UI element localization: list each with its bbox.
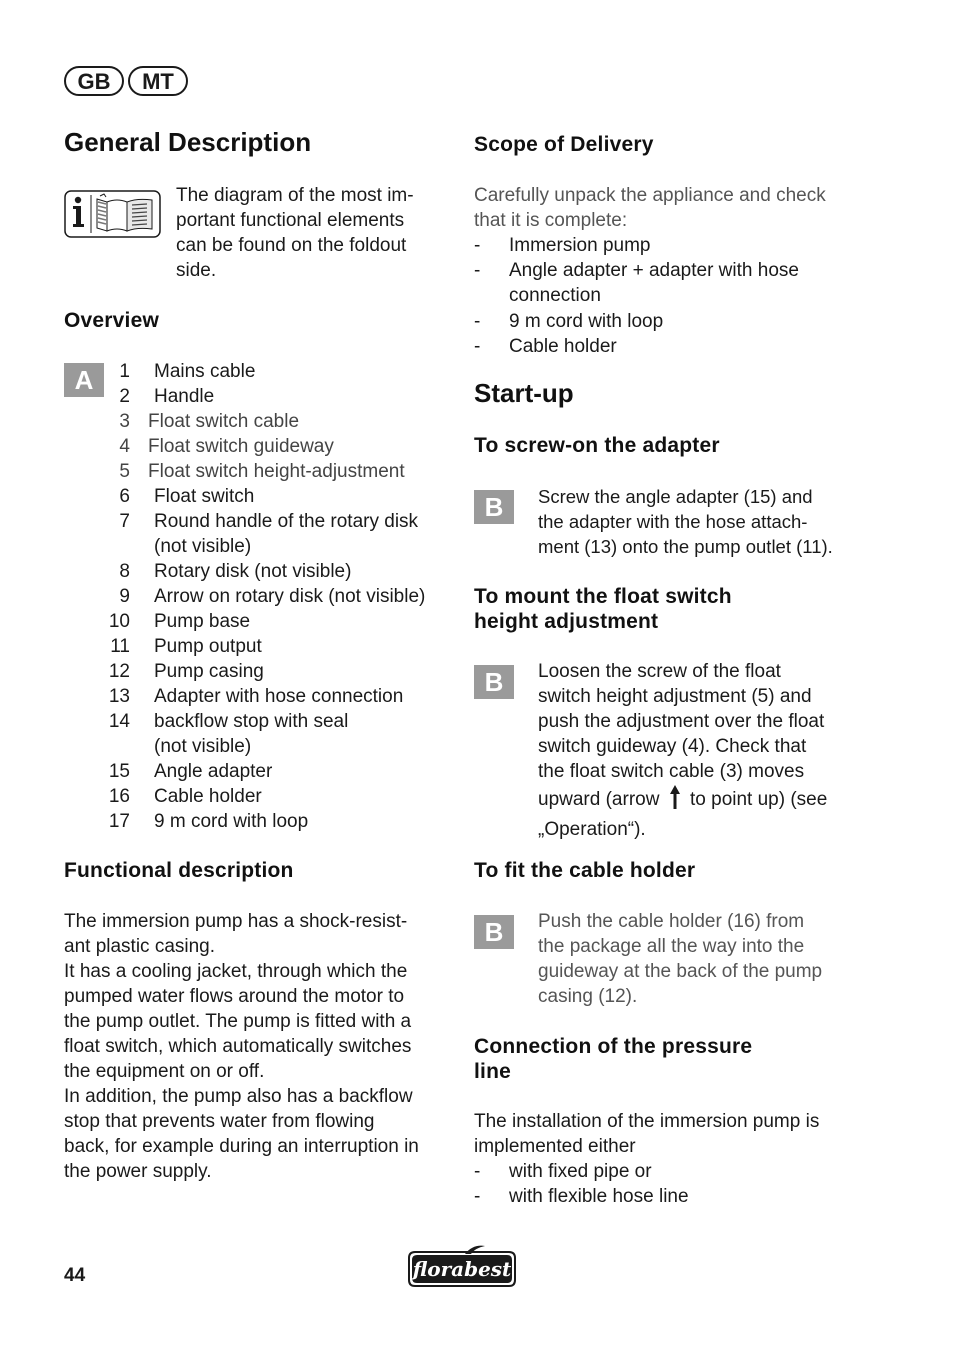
- text-line: „Operation“).: [538, 819, 646, 840]
- overview-item: [100, 484, 460, 509]
- overview-item-number: 4: [119, 436, 130, 457]
- overview-item-number: 3: [119, 411, 130, 432]
- scope-item: [474, 309, 874, 334]
- float-switch-heading: [474, 584, 732, 634]
- pressure-item: [474, 1159, 874, 1184]
- screw-adapter-heading: To screw-on the adapter: [474, 434, 720, 457]
- scope-item-label: Angle adapter + adapter with hose: [509, 260, 799, 281]
- text-line: Carefully unpack the appliance and check: [474, 185, 826, 206]
- text-line: that it is complete:: [474, 210, 628, 231]
- pressure-intro: [474, 1109, 874, 1159]
- text-line: the package all the way into the: [538, 936, 805, 957]
- text-line: The immersion pump has a shock-resist-: [64, 911, 408, 932]
- overview-item: [100, 684, 460, 709]
- screw-adapter-text: [538, 484, 868, 559]
- general-description-title: General Description: [64, 127, 312, 157]
- scope-item-label: Immersion pump: [509, 235, 651, 256]
- overview-item: [100, 634, 460, 659]
- overview-item-number: 16: [108, 786, 130, 807]
- overview-item: [100, 609, 460, 634]
- pressure-item-label: with fixed pipe or: [509, 1161, 652, 1182]
- dash: -: [474, 311, 481, 332]
- start-up-title: Start-up: [474, 378, 574, 408]
- text-line: implemented either: [474, 1136, 636, 1157]
- text-line: back, for example during an interruption in: [64, 1136, 419, 1157]
- overview-item-label: Mains cable: [154, 361, 256, 382]
- overview-item-label: (not visible): [154, 536, 252, 557]
- overview-item: [100, 559, 460, 584]
- overview-item-number: 6: [119, 486, 130, 507]
- overview-item: [100, 809, 460, 834]
- float-switch-text: [538, 659, 868, 842]
- overview-item-number: 7: [119, 511, 130, 532]
- overview-item: [100, 784, 460, 809]
- overview-item-label: Pump casing: [154, 661, 264, 682]
- text-line: stop that prevents water from flowing: [64, 1111, 375, 1132]
- overview-item-number: 10: [108, 611, 130, 632]
- scope-of-delivery-heading: Scope of Delivery: [474, 133, 654, 156]
- overview-item: [100, 659, 460, 684]
- cable-holder-heading: To fit the cable holder: [474, 859, 696, 882]
- info-text-line: side.: [176, 260, 217, 281]
- overview-item-label: Cable holder: [154, 786, 262, 807]
- text-line: the pump outlet. The pump is fitted with a: [64, 1011, 412, 1032]
- overview-item-number: 14: [108, 711, 130, 732]
- text-line: The installation of the immersion pump is: [474, 1111, 820, 1132]
- figure-letter-b: B: [474, 665, 514, 699]
- scope-item: [474, 258, 874, 308]
- dash: -: [474, 260, 481, 281]
- figure-letter-b: B: [474, 915, 514, 949]
- overview-item-number: 15: [108, 761, 130, 782]
- text-line: ment (13) onto the pump outlet (11).: [538, 536, 833, 557]
- text-line: Push the cable holder (16) from: [538, 911, 805, 932]
- pressure-line-heading: [474, 1034, 752, 1084]
- text-line: the equipment on or off.: [64, 1061, 265, 1082]
- overview-item: [100, 734, 460, 759]
- overview-item-label: Float switch: [154, 486, 255, 507]
- overview-item-number: 2: [119, 386, 130, 407]
- overview-item: [100, 459, 460, 484]
- scope-item: [474, 334, 874, 359]
- overview-item: [100, 409, 460, 434]
- info-text-line: The diagram of the most im-: [176, 185, 414, 206]
- pressure-item: [474, 1184, 874, 1209]
- functional-description-text: [64, 909, 454, 1184]
- logo-text: florabest: [412, 1257, 512, 1281]
- overview-list: [100, 359, 460, 839]
- overview-item: [100, 759, 460, 784]
- text-line: ant plastic casing.: [64, 936, 216, 957]
- text-line: switch height adjustment (5) and: [538, 686, 812, 707]
- text-line: float switch, which automatically switches: [64, 1036, 412, 1057]
- overview-item-label: (not visible): [154, 736, 252, 757]
- florabest-logo: [405, 1242, 519, 1290]
- overview-heading: Overview: [64, 309, 159, 332]
- overview-item-label: Adapter with hose connection: [154, 686, 404, 707]
- text-line: [538, 784, 868, 817]
- heading-line: To mount the float switch: [474, 585, 732, 608]
- lang-badge-gb: GB: [64, 66, 124, 96]
- pressure-item-label: with flexible hose line: [509, 1186, 689, 1207]
- overview-item: [100, 584, 460, 609]
- text-line: Screw the angle adapter (15) and: [538, 486, 813, 507]
- dash: -: [474, 336, 481, 357]
- dash: -: [474, 1161, 481, 1182]
- scope-intro: [474, 183, 874, 233]
- overview-item: [100, 534, 460, 559]
- text-fragment: to point up) (see: [690, 789, 828, 810]
- scope-item-label: 9 m cord with loop: [509, 311, 664, 332]
- text-line: the power supply.: [64, 1161, 212, 1182]
- scope-item-label: Cable holder: [509, 336, 617, 357]
- text-line: the float switch cable (3) moves: [538, 761, 805, 782]
- overview-item-label: Round handle of the rotary disk: [154, 511, 419, 532]
- heading-line: height adjustment: [474, 610, 659, 633]
- text-line: push the adjustment over the float: [538, 711, 825, 732]
- overview-item-label: Pump output: [154, 636, 262, 657]
- arrow-up-icon: [669, 784, 681, 817]
- overview-item-number: 11: [110, 636, 130, 657]
- text-line: the adapter with the hose attach-: [538, 511, 808, 532]
- overview-item-number: 12: [108, 661, 130, 682]
- overview-item-label: Angle adapter: [154, 761, 273, 782]
- heading-line: Connection of the pressure: [474, 1035, 753, 1058]
- overview-item-number: 5: [119, 461, 130, 482]
- overview-item-label: Pump base: [154, 611, 251, 632]
- overview-item-label: backflow stop with seal: [154, 711, 349, 732]
- scope-item: [474, 233, 874, 258]
- overview-item-label: Float switch cable: [148, 411, 300, 432]
- overview-item-label: Float switch guideway: [148, 436, 334, 457]
- lang-badge-mt: MT: [128, 66, 188, 96]
- dash: -: [474, 1186, 481, 1207]
- overview-item-number: 9: [119, 586, 130, 607]
- functional-description-heading: Functional description: [64, 859, 294, 882]
- page-number: 44: [64, 1265, 86, 1286]
- overview-item-label: Float switch height-adjustment: [148, 461, 405, 482]
- overview-item-label: 9 m cord with loop: [154, 811, 309, 832]
- overview-item-number: 13: [108, 686, 130, 707]
- cable-holder-text: [538, 909, 868, 1009]
- overview-item: [100, 359, 460, 384]
- overview-item-label: Handle: [154, 386, 215, 407]
- info-text-line: can be found on the foldout: [176, 235, 407, 256]
- overview-item-number: 8: [119, 561, 130, 582]
- overview-item-number: 1: [119, 361, 130, 382]
- overview-item-label: Rotary disk (not visible): [154, 561, 352, 582]
- info-text-line: portant functional elements: [176, 210, 405, 231]
- text-line: casing (12).: [538, 986, 638, 1007]
- text-line: Loosen the screw of the float: [538, 661, 781, 682]
- text-fragment: upward (arrow: [538, 789, 660, 810]
- overview-item-label: Arrow on rotary disk (not visible): [154, 586, 426, 607]
- overview-item: [100, 384, 460, 409]
- scope-item-label: connection: [509, 285, 601, 306]
- overview-item: [100, 434, 460, 459]
- figure-letter-b: B: [474, 490, 514, 524]
- overview-item-number: 17: [108, 811, 130, 832]
- text-line: switch guideway (4). Check that: [538, 736, 807, 757]
- overview-item: [100, 709, 460, 734]
- text-line: pumped water flows around the motor to: [64, 986, 405, 1007]
- overview-letter-a: A: [64, 363, 104, 397]
- info-manual-icon: [64, 190, 161, 238]
- dash: -: [474, 235, 481, 256]
- text-line: In addition, the pump also has a backflow: [64, 1086, 413, 1107]
- info-text: [176, 183, 436, 283]
- heading-line: line: [474, 1060, 511, 1083]
- text-line: guideway at the back of the pump: [538, 961, 823, 982]
- text-line: It has a cooling jacket, through which the: [64, 961, 408, 982]
- overview-item: [100, 509, 460, 534]
